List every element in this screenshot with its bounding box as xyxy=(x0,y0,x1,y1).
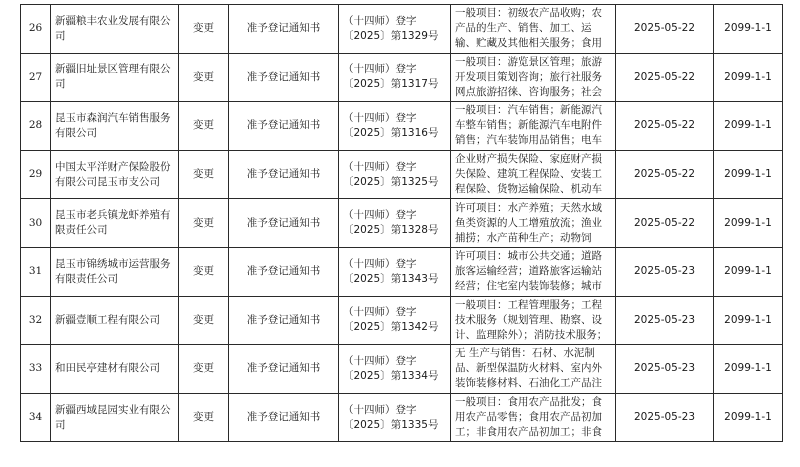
decision-date: 2025-05-23 xyxy=(616,247,714,296)
change-type: 变更 xyxy=(179,102,229,151)
document-type: 准予登记通知书 xyxy=(229,393,339,442)
business-scope xyxy=(451,102,616,151)
valid-until: 2099-1-1 xyxy=(714,53,783,102)
decision-date: 2025-05-23 xyxy=(616,345,714,394)
document-type: 准予登记通知书 xyxy=(229,5,339,54)
valid-until: 2099-1-1 xyxy=(714,247,783,296)
table-row xyxy=(21,199,783,248)
change-type: 变更 xyxy=(179,199,229,248)
decision-date: 2025-05-23 xyxy=(616,296,714,345)
business-scope xyxy=(451,53,616,102)
change-type: 变更 xyxy=(179,247,229,296)
business-scope-text: 一般项目：游览景区管理；旅游开发项目策划咨询；旅行社服务网点旅游招徕、咨询服务；社会 xyxy=(455,55,602,98)
document-type: 准予登记通知书 xyxy=(229,247,339,296)
valid-until: 2099-1-1 xyxy=(714,296,783,345)
valid-until: 2099-1-1 xyxy=(714,345,783,394)
decision-date: 2025-05-22 xyxy=(616,199,714,248)
document-number: （十四师）登字〔2025〕第1335号 xyxy=(339,393,451,442)
row-number: 30 xyxy=(21,199,51,248)
business-scope-text: 一般项目：工程管理服务；工程技术服务（规划管理、勘察、设计、监理除外）；消防技术服务； xyxy=(455,298,608,341)
row-number: 26 xyxy=(21,5,51,54)
business-scope xyxy=(451,5,616,54)
decision-date: 2025-05-22 xyxy=(616,53,714,102)
business-scope xyxy=(451,345,616,394)
table-row xyxy=(21,296,783,345)
valid-until: 2099-1-1 xyxy=(714,102,783,151)
valid-until: 2099-1-1 xyxy=(714,199,783,248)
change-type: 变更 xyxy=(179,53,229,102)
table-row xyxy=(21,150,783,199)
row-number: 33 xyxy=(21,345,51,394)
table-row xyxy=(21,345,783,394)
document-type: 准予登记通知书 xyxy=(229,199,339,248)
document-number: （十四师）登字〔2025〕第1334号 xyxy=(339,345,451,394)
document-type: 准予登记通知书 xyxy=(229,345,339,394)
change-type: 变更 xyxy=(179,345,229,394)
document-number: （十四师）登字〔2025〕第1343号 xyxy=(339,247,451,296)
decision-date: 2025-05-22 xyxy=(616,5,714,54)
document-number: （十四师）登字〔2025〕第1325号 xyxy=(339,150,451,199)
change-type: 变更 xyxy=(179,150,229,199)
change-type: 变更 xyxy=(179,393,229,442)
company-name: 新疆粮丰农业发展有限公司 xyxy=(51,5,179,54)
row-number: 34 xyxy=(21,393,51,442)
company-name: 昆玉市锦绣城市运营服务有限责任公司 xyxy=(51,247,179,296)
document-type: 准予登记通知书 xyxy=(229,102,339,151)
business-scope-text: 一般项目：汽车销售；新能源汽车整车销售；新能源汽车电附件销售；汽车装饰用品销售；电车 xyxy=(455,104,602,147)
registration-table-sheet xyxy=(20,4,782,465)
valid-until: 2099-1-1 xyxy=(714,5,783,54)
company-name: 中国太平洋财产保险股份有限公司昆玉市支公司 xyxy=(51,150,179,199)
decision-date: 2025-05-22 xyxy=(616,150,714,199)
document-number: （十四师）登字〔2025〕第1329号 xyxy=(339,5,451,54)
valid-until: 2099-1-1 xyxy=(714,150,783,199)
row-number: 29 xyxy=(21,150,51,199)
table-row xyxy=(21,102,783,151)
business-scope-text: 许可项目：城市公共交通；道路旅客运输经营；道路旅客运输站经营；住宅室内装饰装修；城市 xyxy=(455,250,602,293)
change-type: 变更 xyxy=(179,5,229,54)
business-scope xyxy=(451,150,616,199)
company-name: 新疆旧址景区管理有限公司 xyxy=(51,53,179,102)
document-number: （十四师）登字〔2025〕第1316号 xyxy=(339,102,451,151)
business-scope-text: 企业财产损失保险、家庭财产损失保险、建筑工程保险、安装工程保险、货物运输保险、机动车 xyxy=(455,153,602,196)
document-number: （十四师）登字〔2025〕第1342号 xyxy=(339,296,451,345)
row-number: 31 xyxy=(21,247,51,296)
business-scope-text: 一般项目：食用农产品批发；食用农产品零售；食用农产品初加工；非食用农产品初加工；非食 xyxy=(455,396,602,439)
table-row xyxy=(21,393,783,442)
row-number: 28 xyxy=(21,102,51,151)
company-name: 昆玉市老兵镇龙虾养殖有限责任公司 xyxy=(51,199,179,248)
business-scope-text: 一般项目：初级农产品收购；农产品的生产、销售、加工、运输、贮藏及其他相关服务；食用 xyxy=(455,7,602,50)
table-row xyxy=(21,5,783,54)
business-scope-text: 许可项目：水产养殖；天然水域鱼类资源的人工增殖放流；渔业捕捞；水产苗种生产；动物饲 xyxy=(455,201,602,244)
decision-date: 2025-05-22 xyxy=(616,102,714,151)
row-number: 32 xyxy=(21,296,51,345)
document-number: （十四师）登字〔2025〕第1317号 xyxy=(339,53,451,102)
company-name: 新疆西域昆园实业有限公司 xyxy=(51,393,179,442)
document-number: （十四师）登字〔2025〕第1328号 xyxy=(339,199,451,248)
document-type: 准予登记通知书 xyxy=(229,53,339,102)
registration-table xyxy=(20,4,783,442)
decision-date: 2025-05-23 xyxy=(616,393,714,442)
business-scope xyxy=(451,199,616,248)
table-row xyxy=(21,247,783,296)
change-type: 变更 xyxy=(179,296,229,345)
valid-until: 2099-1-1 xyxy=(714,393,783,442)
business-scope-text: 无 生产与销售：石材、水泥制品、新型保温防火材料、室内外装饰装修材料、石油化工产品注 xyxy=(455,347,602,390)
document-type: 准予登记通知书 xyxy=(229,296,339,345)
row-number: 27 xyxy=(21,53,51,102)
document-type: 准予登记通知书 xyxy=(229,150,339,199)
business-scope xyxy=(451,393,616,442)
table-body xyxy=(21,5,783,442)
company-name: 新疆壹顺工程有限公司 xyxy=(51,296,179,345)
company-name: 昆玉市森润汽车销售服务有限公司 xyxy=(51,102,179,151)
company-name: 和田民亭建材有限公司 xyxy=(51,345,179,394)
business-scope xyxy=(451,296,616,345)
table-row xyxy=(21,53,783,102)
business-scope xyxy=(451,247,616,296)
